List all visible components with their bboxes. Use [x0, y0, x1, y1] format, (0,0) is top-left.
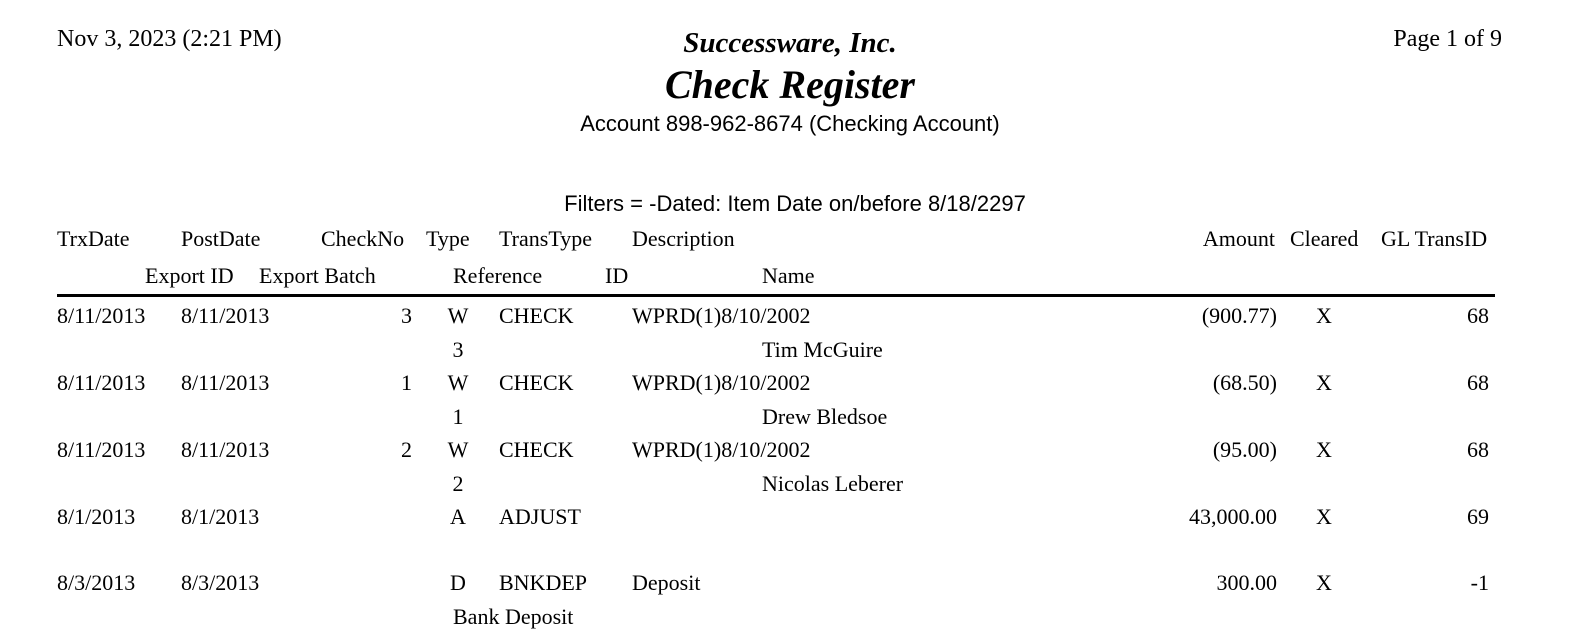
row-5-gl-trans-id: -1	[1470, 570, 1489, 595]
col-trans-type: TransType	[499, 226, 592, 251]
row-1-trx-date: 8/11/2013	[57, 303, 146, 328]
row-3-trx-date: 8/11/2013	[57, 437, 146, 462]
account-label: Account 898-962-8674 (Checking Account)	[580, 111, 1000, 136]
row-2-reference: 1	[452, 404, 464, 429]
row-1-cleared: X	[1316, 303, 1332, 328]
row-4-post-date: 8/1/2013	[181, 504, 260, 529]
row-1-description: WPRD(1)8/10/2002	[632, 303, 811, 328]
row-3-amount: (95.00)	[1212, 437, 1277, 462]
row-2-description: WPRD(1)8/10/2002	[632, 370, 811, 395]
col-reference: Reference	[453, 263, 543, 288]
row-2-gl-trans-id: 68	[1467, 370, 1489, 395]
row-3-description: WPRD(1)8/10/2002	[632, 437, 811, 462]
row-5-trans-type: BNKDEP	[499, 570, 588, 595]
row-3-name: Nicolas Leberer	[762, 471, 904, 496]
col-check-no: CheckNo	[321, 226, 405, 251]
col-id: ID	[605, 263, 629, 288]
row-1-trans-type: CHECK	[499, 303, 574, 328]
filters-label: Filters = -Dated: Item Date on/before 8/18/2297	[564, 191, 1026, 216]
row-1-check-no: 3	[401, 303, 412, 328]
company-name: Successware, Inc.	[683, 27, 897, 59]
col-description: Description	[632, 226, 735, 251]
col-post-date: PostDate	[181, 226, 261, 251]
col-trx-date: TrxDate	[57, 226, 130, 251]
row-2-cleared: X	[1316, 370, 1332, 395]
row-5-post-date: 8/3/2013	[181, 570, 260, 595]
row-5-cleared: X	[1316, 570, 1332, 595]
row-5-trx-date: 8/3/2013	[57, 570, 136, 595]
row-1-post-date: 8/11/2013	[181, 303, 270, 328]
row-4-amount: 43,000.00	[1189, 504, 1277, 529]
row-3-reference: 2	[452, 471, 464, 496]
col-export-batch: Export Batch	[259, 263, 376, 288]
row-2-name: Drew Bledsoe	[762, 404, 888, 429]
col-type: Type	[426, 226, 470, 251]
row-4-trans-type: ADJUST	[499, 504, 581, 529]
row-3-check-no: 2	[401, 437, 412, 462]
col-amount: Amount	[1202, 226, 1275, 251]
row-2-type: W	[447, 370, 469, 395]
row-4-trx-date: 8/1/2013	[57, 504, 136, 529]
row-2-trans-type: CHECK	[499, 370, 574, 395]
page-number: Page 1 of 9	[1393, 26, 1502, 52]
report-date: Nov 3, 2023 (2:21 PM)	[57, 26, 282, 52]
row-5-type: D	[450, 570, 466, 595]
report-title: Check Register	[665, 62, 915, 107]
row-3-post-date: 8/11/2013	[181, 437, 270, 462]
row-4-cleared: X	[1316, 504, 1332, 529]
row-2-post-date: 8/11/2013	[181, 370, 270, 395]
col-cleared: Cleared	[1290, 226, 1359, 251]
header-rule	[57, 294, 1495, 297]
row-1-gl-trans-id: 68	[1467, 303, 1489, 328]
row-1-reference: 3	[452, 337, 464, 362]
row-1-amount: (900.77)	[1201, 303, 1277, 328]
col-gl-trans-id: GL TransID	[1381, 226, 1488, 251]
row-2-check-no: 1	[401, 370, 412, 395]
row-1-type: W	[447, 303, 469, 328]
row-5-amount: 300.00	[1216, 570, 1277, 595]
row-5-description: Deposit	[632, 570, 701, 595]
row-4-type: A	[450, 504, 466, 529]
row-3-gl-trans-id: 68	[1467, 437, 1489, 462]
row-4-gl-trans-id: 69	[1467, 504, 1489, 529]
row-2-amount: (68.50)	[1212, 370, 1277, 395]
col-export-id: Export ID	[145, 263, 234, 288]
row-3-cleared: X	[1316, 437, 1332, 462]
row-2-trx-date: 8/11/2013	[57, 370, 146, 395]
row-3-type: W	[447, 437, 469, 462]
row-5-reference: Bank Deposit	[453, 604, 574, 629]
col-name: Name	[762, 263, 815, 288]
row-3-trans-type: CHECK	[499, 437, 574, 462]
row-1-name: Tim McGuire	[762, 337, 883, 362]
